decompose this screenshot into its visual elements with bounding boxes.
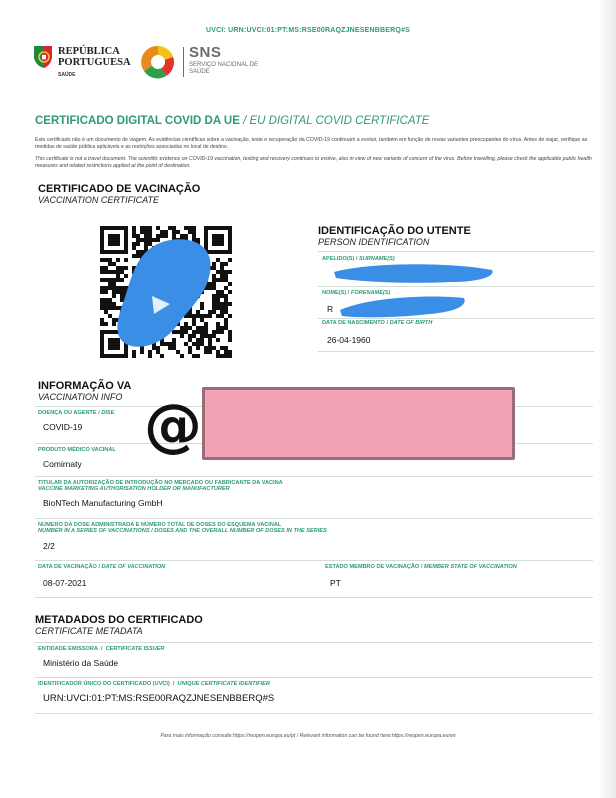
holder-label-pt: TITULAR DA AUTORIZAÇÃO DE INTRODUÇÃO NO MERCADO OU FABRICANTE DA VACINA — [38, 480, 283, 486]
forename-value: R — [327, 304, 334, 314]
product-value: Comirnaty — [43, 459, 82, 469]
state-label-en: MEMBER STATE OF VACCINATION — [423, 564, 517, 570]
uvci-label-en: UNIQUE CERTIFICATE IDENTIFIER — [177, 681, 270, 687]
sns-divider — [183, 47, 184, 77]
product-label: PRODUTO MÉDICO VACINAL — [38, 447, 116, 453]
state-label: ESTADO MEMBRO DE VACINAÇÃO / MEMBER STATE OF VACCINATION — [325, 564, 517, 570]
dob-label: DATA DE NASCIMENTO / DATE OF BIRTH — [322, 320, 433, 326]
divider-dob — [318, 318, 594, 319]
redaction-surname-scribble — [330, 258, 500, 286]
vaccination-info-heading — [38, 380, 131, 402]
divider-uvci-bottom — [35, 713, 593, 714]
portugal-emblem-icon — [32, 44, 54, 70]
divider-issuer — [35, 642, 593, 643]
dose-field — [38, 522, 588, 551]
forename-label: NOME(S) / FORENAME(S) — [322, 290, 391, 296]
page-edge-shadow — [598, 0, 616, 798]
divider-dob-bottom — [318, 351, 594, 352]
divider-date-bottom — [35, 597, 593, 598]
issuer-label-pt: ENTIDADE EMISSORA — [38, 646, 98, 652]
disease-label-pt: DOENÇA OU AGENTE — [38, 410, 97, 416]
document-title-pt: CERTIFICADO DIGITAL COVID DA UE — [35, 115, 240, 127]
republic-line1: REPÚBLICA — [58, 46, 120, 57]
redaction-pink-box — [202, 387, 515, 460]
marketing-holder-field — [38, 480, 588, 508]
date-of-birth-field — [322, 320, 592, 345]
uvci-label: IDENTIFICADOR ÚNICO DO CERTIFICADO (UVCI) / UNIQUE CERTIFICATE IDENTIFIER — [38, 681, 270, 687]
intro-text-en: This certificate is not a travel document. The scientific evidence on COVID-19 vaccination, testing and recovery continues to evolve, also in view of new variants of concern of the virus. Before travelling, please check the applicable public health measures and related restrictions applied at the point of destination. — [35, 156, 592, 169]
person-identification-heading — [318, 225, 471, 247]
header-uvci: UVCI: URN:UVCI:01:PT:MS:RSE00RAQZJNESENBBERQ#S — [205, 27, 411, 34]
uvci-value: URN:UVCI:01:PT:MS:RSE00RAQZJNESENBBERQ#S — [43, 693, 275, 704]
date-label: DATA DE VACINAÇÃO / DATE OF VACCINATION — [38, 564, 166, 570]
disease-label-en: DISE — [101, 410, 115, 416]
dose-value: 2/2 — [43, 541, 55, 551]
date-value: 08-07-2021 — [43, 578, 87, 588]
surname-label-pt: APELIDO(S) — [322, 256, 355, 262]
divider-date — [35, 560, 593, 561]
sns-logo-icon — [140, 44, 176, 80]
metadata-heading — [35, 614, 203, 636]
footer-info: Para mais informação consulte:https://reopen.europa.eu/pt / Relevant information can be found here:https://reopen.europa.eu/en — [160, 733, 456, 739]
republic-saude-label: SAÚDE — [58, 72, 76, 78]
divider-holder — [35, 476, 593, 477]
intro-text-pt: Este certificado não é um documento de viagem. As evidências científicas sobre a vacinação, teste e recuperação da COVID-19 continuam a evoluir, também em função de novas variantes preocupantes do vírus. Antes de viajar, verifique as medidas de saúde pública aplicáveis e as restrições associadas no local de destino. — [35, 137, 588, 150]
holder-label-en: VACCINE MARKETING AUTHORISATION HOLDER OR MANUFACTURER — [38, 486, 230, 492]
vaccination-info-subtitle: VACCINATION INFO — [38, 392, 123, 402]
document-title-en: / EU DIGITAL COVID CERTIFICATE — [239, 115, 430, 127]
dose-label-pt: NÚMERO DA DOSE ADMINISTRADA E NÚMERO TOTAL DE DOSES DO ESQUEMA VACINAL — [38, 522, 282, 528]
dob-value: 26-04-1960 — [327, 335, 371, 345]
vaccination-certificate-heading — [38, 183, 200, 205]
date-label-pt: DATA DE VACINAÇÃO — [38, 564, 97, 570]
divider-forename — [318, 286, 594, 287]
disease-label: DOENÇA OU AGENTE / DISE — [38, 410, 115, 416]
uvci-field — [38, 681, 588, 704]
vaccination-info-title: INFORMAÇÃO VA — [38, 380, 132, 392]
person-identification-title: IDENTIFICAÇÃO DO UTENTE — [318, 225, 471, 237]
state-label-pt: ESTADO MEMBRO DE VACINAÇÃO — [325, 564, 420, 570]
dob-label-en: DATE OF BIRTH — [389, 320, 433, 326]
divider-surname — [318, 251, 594, 252]
surname-label: APELIDO(S) / SURNAME(S) — [322, 256, 395, 262]
person-identification-subtitle: PERSON IDENTIFICATION — [318, 237, 430, 247]
republic-logo-text — [58, 46, 131, 68]
member-state-field — [325, 564, 590, 588]
sns-title: SNS — [189, 44, 222, 61]
vaccination-date-field — [38, 564, 308, 588]
metadata-subtitle: CERTIFICATE METADATA — [35, 626, 143, 636]
forename-label-pt: NOME(S) — [322, 290, 347, 296]
divider-uvci — [35, 677, 593, 678]
disease-value: COVID-19 — [43, 422, 83, 432]
date-label-en: DATE OF VACCINATION — [101, 564, 166, 570]
republic-line2: PORTUGUESA — [58, 57, 131, 68]
divider-dose — [35, 518, 593, 519]
document-title — [35, 115, 429, 127]
uvci-label-pt: IDENTIFICADOR ÚNICO DO CERTIFICADO (UVCI) — [38, 681, 170, 687]
holder-value: BioNTech Manufacturing GmbH — [43, 498, 163, 508]
vaccination-certificate-title: CERTIFICADO DE VACINAÇÃO — [38, 183, 201, 195]
issuer-label-en: CERTIFICATE ISSUER — [105, 646, 165, 652]
redaction-blue-blob — [112, 234, 216, 354]
issuer-field — [38, 646, 588, 668]
surname-label-en: SURNAME(S) — [359, 256, 395, 262]
dob-label-pt: DATA DE NASCIMENTO — [322, 320, 385, 326]
issuer-label: ENTIDADE EMISSORA / CERTIFICATE ISSUER — [38, 646, 165, 652]
sns-subtitle: SERVIÇO NACIONAL DE SAÚDE — [189, 62, 259, 75]
state-value: PT — [330, 578, 341, 588]
metadata-title: METADADOS DO CERTIFICADO — [35, 614, 203, 626]
redaction-at-sign: @ — [144, 391, 202, 459]
vaccination-certificate-subtitle: VACCINATION CERTIFICATE — [38, 195, 160, 205]
forename-label-en: FORENAME(S) — [350, 290, 391, 296]
dose-label-en: NUMBER IN A SERIES OF VACCINATIONS / DOSES AND THE OVERALL NUMBER OF DOSES IN THE SERIES — [38, 528, 327, 534]
issuer-value: Ministério da Saúde — [43, 658, 119, 668]
